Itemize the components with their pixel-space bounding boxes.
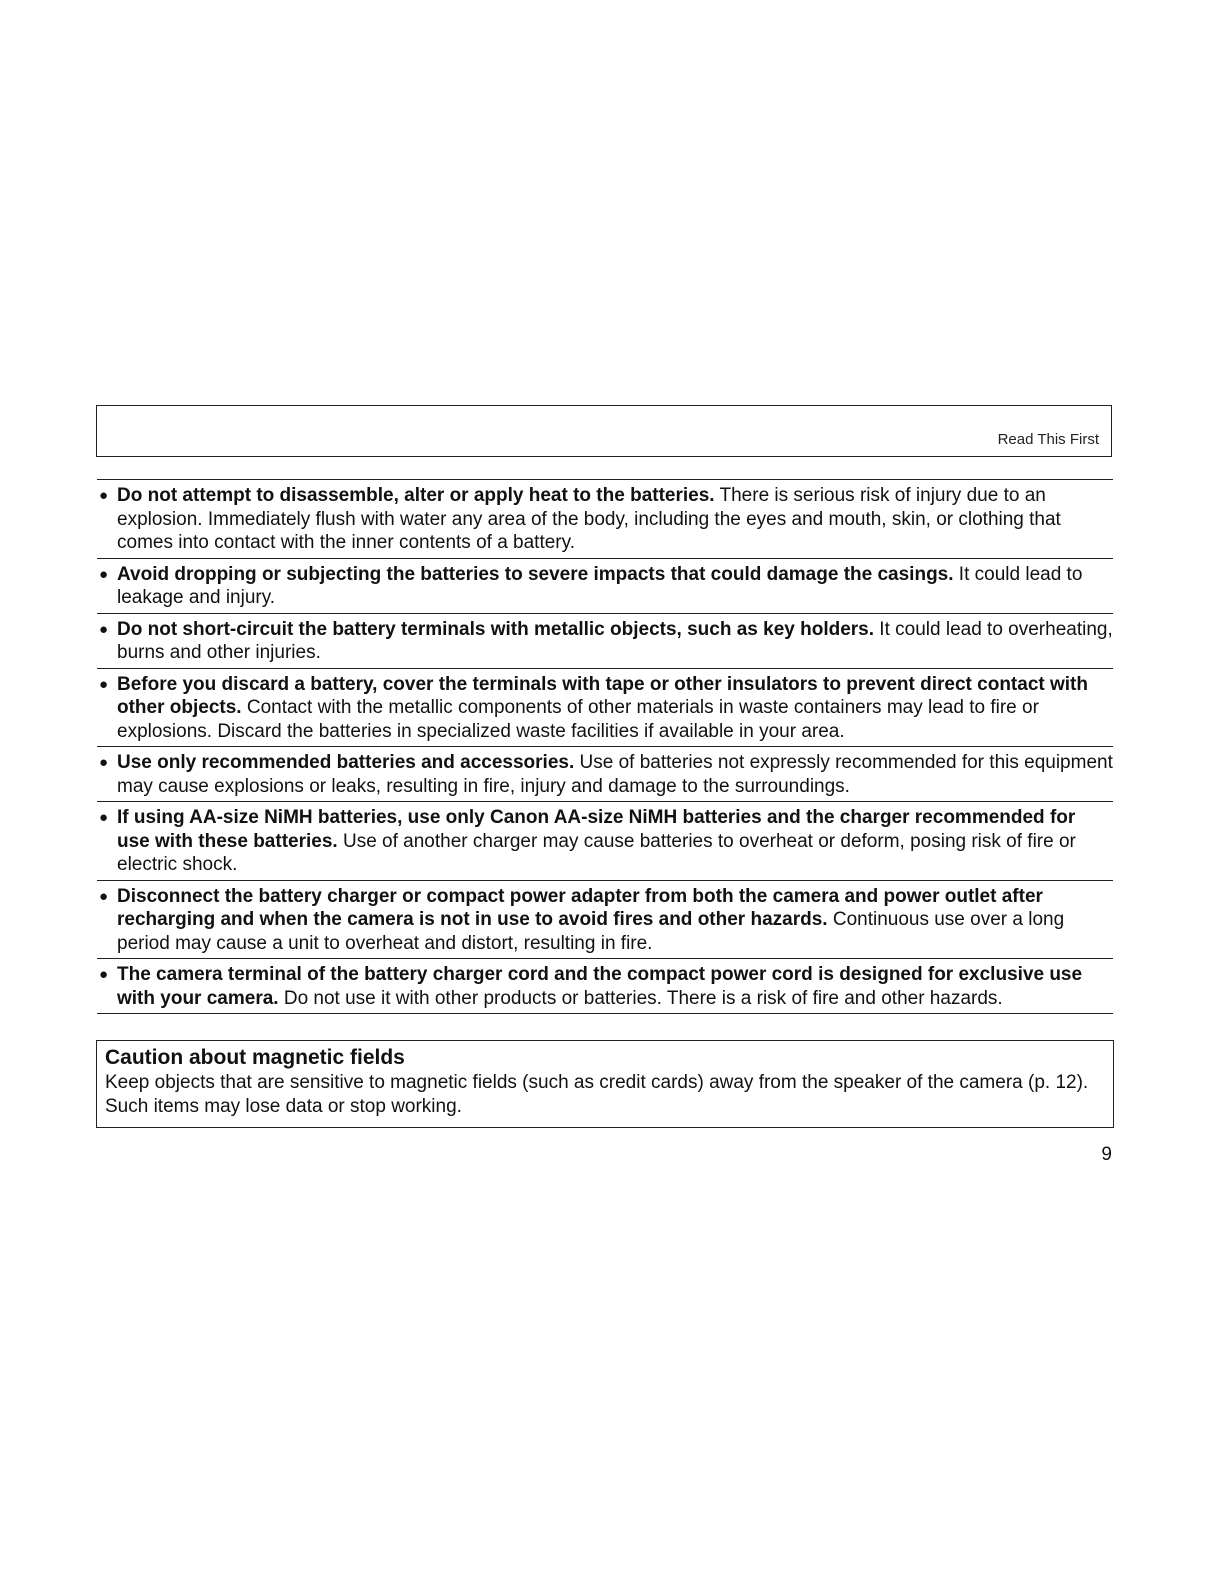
bullet-icon: ● (99, 565, 109, 583)
caution-title: Caution about magnetic fields (105, 1046, 405, 1069)
warning-item (97, 801, 1113, 880)
bullet-icon: ● (99, 487, 109, 504)
bullet-icon: ● (99, 966, 109, 983)
caution-box (96, 1040, 1114, 1128)
warning-heading: If using AA-size NiMH batteries, use only Canon AA-size NiMH batteries and the charger recommended for use with these batteries. (117, 807, 1076, 852)
warning-text: Continuous use over a long period may cause a unit to overheat and distort, resulting in fire. (117, 909, 1065, 954)
warning-heading: Do not attempt to disassemble, alter or apply heat to the batteries. (117, 485, 715, 506)
warning-item (97, 958, 1113, 1014)
warning-item (97, 880, 1113, 959)
bullet-icon: ● (99, 887, 109, 905)
bullet-icon: ● (99, 754, 109, 771)
warning-heading: Disconnect the battery charger or compact power adapter from both the camera and power outlet after recharging and when the camera is not in use to avoid fires and other hazards. (117, 885, 1043, 930)
warning-heading: Before you discard a battery, cover the terminals with tape or other insulators to prevent direct contact with other objects. (117, 673, 1088, 718)
warning-text: It could lead to leakage and injury. (117, 563, 1083, 608)
warning-heading: Do not short-circuit the battery terminals with metallic objects, such as key holders. (117, 618, 875, 640)
warning-text: Do not use it with other products or batteries. There is a risk of fire and other hazards. (278, 987, 1003, 1009)
warning-item (97, 668, 1113, 747)
bullet-icon: ● (99, 675, 109, 693)
warning-heading: Use only recommended batteries and accessories. (117, 752, 575, 773)
warning-text: Use of another charger may cause batteries to overheat or deform, posing risk of fire or electric shock. (117, 830, 1076, 875)
warning-heading: Avoid dropping or subjecting the batteries to severe impacts that could damage the casings. (117, 563, 954, 585)
warning-item (97, 558, 1113, 613)
warning-item (97, 613, 1113, 668)
section-header-box (96, 405, 1112, 457)
caution-body: Keep objects that are sensitive to magnetic fields (such as credit cards) away from the speaker of the camera (p. 12). Such items may lose data or stop working. (105, 1072, 1089, 1117)
section-label: Read This First (997, 431, 1099, 448)
bullet-icon: ● (99, 809, 109, 826)
warning-text: Use of batteries not expressly recommended for this equipment may cause explosions or leaks, resulting in fire, injury and damage to the surroundings. (117, 752, 1113, 797)
warning-item (97, 479, 1113, 558)
warning-text: It could lead to overheating, burns and other injuries. (117, 618, 1113, 663)
warning-heading: The camera terminal of the battery charger cord and the compact power cord is designed for exclusive use with your camera. (117, 964, 1083, 1009)
warning-text: Contact with the metallic components of other materials in waste containers may lead to fire or explosions. Discard the batteries in specialized waste facilities if available in your area. (117, 697, 1039, 742)
page-number: 9 (1101, 1144, 1112, 1165)
warning-item (97, 746, 1113, 801)
battery-warnings-list (97, 479, 1113, 1014)
bullet-icon: ● (99, 620, 109, 638)
warning-text: There is serious risk of injury due to an explosion. Immediately flush with water any area of the body, including the eyes and mouth, skin, or clothing that comes into contact with the inner contents of a battery. (117, 485, 1061, 553)
